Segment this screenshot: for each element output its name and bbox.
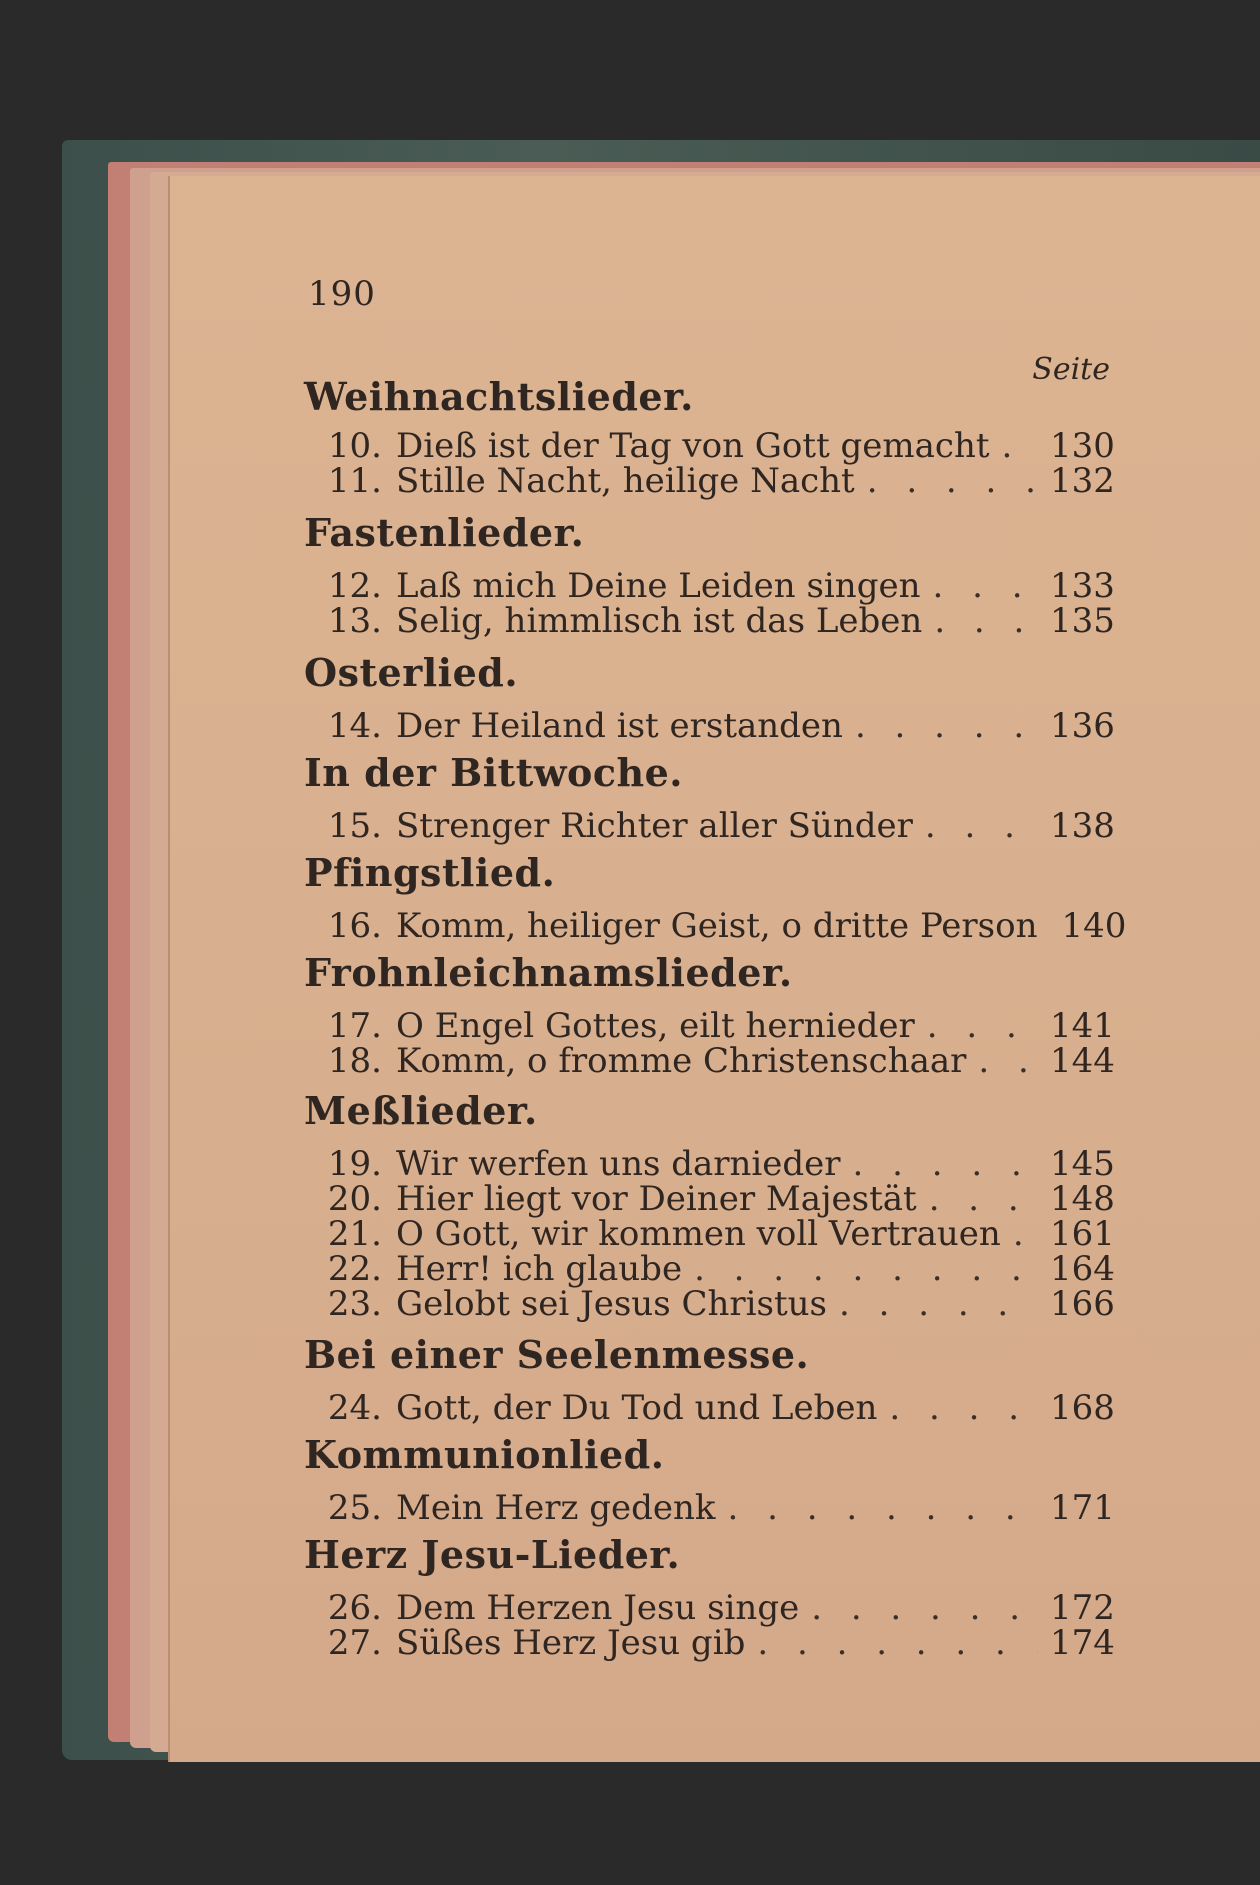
toc-entry [322,1588,1115,1628]
entry-number: 21. [327,1214,382,1254]
entry-page: 171 [1050,1488,1115,1528]
toc-entry [322,1388,1115,1428]
section-heading: In der Bittwoche. [304,750,684,795]
entry-number: 17. [327,1006,382,1046]
entry-page: 166 [1050,1284,1115,1324]
section-heading: Osterlied. [304,650,519,695]
entry-number: 16. [327,906,382,946]
toc-entry [322,906,1127,946]
entry-title: Gott, der Du Tod und Leben [396,1388,878,1428]
entry-title: Stille Nacht, heilige Nacht [396,461,855,501]
toc-entry [322,1284,1115,1324]
page-number: 190 [308,274,376,314]
entry-page: 145 [1050,1144,1115,1184]
entry-title: Süßes Herz Jesu gib [396,1623,746,1663]
entry-title: Dieß ist der Tag von Gott gemacht [396,426,990,466]
section-heading: Pfingstlied. [304,850,556,895]
entry-number: 13. [327,601,382,641]
entry-number: 18. [327,1041,382,1081]
entry-title: Dem Herzen Jesu singe [396,1588,800,1628]
leader-dots [867,461,1038,501]
entry-title: Komm, heiliger Geist, o dritte Person [396,906,1038,946]
entry-page: 144 [1050,1041,1115,1081]
toc-entry [322,601,1115,641]
entry-page: 141 [1050,1006,1115,1046]
entry-title: Wir werfen uns darnieder [396,1144,841,1184]
leader-dots [757,1623,1038,1663]
entry-title: Komm, o fromme Christenschaar [396,1041,967,1081]
entry-number: 22. [327,1249,382,1289]
entry-number: 19. [327,1144,382,1184]
entry-number: 25. [327,1488,382,1528]
section-heading: Weihnachtslieder. [304,374,694,419]
toc-entry [322,1249,1115,1289]
entry-title: Gelobt sei Jesus Christus [396,1284,827,1324]
section-heading: Frohnleichnamslieder. [304,950,793,995]
leader-dots [694,1249,1038,1289]
entry-page: 168 [1050,1388,1115,1428]
toc-entry [322,426,1115,466]
entry-number: 10. [327,426,382,466]
entry-page: 130 [1050,426,1115,466]
entry-title: O Gott, wir kommen voll Vertrauen [396,1214,1001,1254]
entry-page: 148 [1050,1179,1115,1219]
entry-number: 15. [327,806,382,846]
leader-dots [855,706,1038,746]
entry-page: 172 [1050,1588,1115,1628]
entry-title: Herr! ich glaube [396,1249,683,1289]
leader-dots [728,1488,1038,1528]
entry-number: 27. [327,1623,382,1663]
page-column-heading: Seite [1032,352,1110,387]
entry-title: O Engel Gottes, eilt hernieder [396,1006,915,1046]
leader-dots [839,1284,1038,1324]
toc-entry [322,1006,1115,1046]
toc-entry [322,461,1115,501]
section-heading: Herz Jesu-Lieder. [304,1532,681,1577]
toc-entry [322,566,1115,606]
entry-number: 14. [327,706,382,746]
leader-dots [925,806,1038,846]
entry-title: Hier liegt vor Deiner Majestät [396,1179,917,1219]
leader-dots [927,1006,1038,1046]
toc-entry [322,1214,1115,1254]
entry-page: 135 [1050,601,1115,641]
entry-page: 133 [1050,566,1115,606]
leader-dots [934,601,1038,641]
section-heading: Bei einer Seelenmesse. [304,1332,810,1377]
book-page [168,176,1260,1762]
entry-page: 138 [1050,806,1115,846]
entry-number: 23. [327,1284,382,1324]
section-heading: Meßlieder. [304,1088,538,1133]
entry-title: Laß mich Deine Leiden singen [396,566,921,606]
leader-dots [1013,1214,1038,1254]
entry-page: 164 [1050,1249,1115,1289]
toc-entry [322,1488,1115,1528]
leader-dots [889,1388,1038,1428]
entry-number: 12. [327,566,382,606]
leader-dots [1002,426,1038,466]
entry-number: 11. [327,461,382,501]
toc-entry [322,806,1115,846]
entry-page: 174 [1050,1623,1115,1663]
toc-entry [322,1179,1115,1219]
entry-page: 132 [1050,461,1115,501]
entry-number: 20. [327,1179,382,1219]
section-heading: Fastenlieder. [304,510,585,555]
entry-page: 136 [1050,706,1115,746]
leader-dots [853,1144,1038,1184]
section-heading: Kommunionlied. [304,1432,665,1477]
leader-dots [932,566,1038,606]
entry-title: Der Heiland ist erstanden [396,706,843,746]
leader-dots [929,1179,1038,1219]
entry-title: Mein Herz gedenk [396,1488,716,1528]
entry-number: 24. [327,1388,382,1428]
toc-entry [322,1623,1115,1663]
toc-entry [322,1041,1115,1081]
entry-page: 161 [1050,1214,1115,1254]
leader-dots [811,1588,1038,1628]
toc-entry [322,706,1115,746]
leader-dots [978,1041,1038,1081]
entry-title: Strenger Richter aller Sünder [396,806,913,846]
entry-title: Selig, himmlisch ist das Leben [396,601,923,641]
toc-entry [322,1144,1115,1184]
entry-number: 26. [327,1588,382,1628]
entry-page: 140 [1061,906,1127,946]
